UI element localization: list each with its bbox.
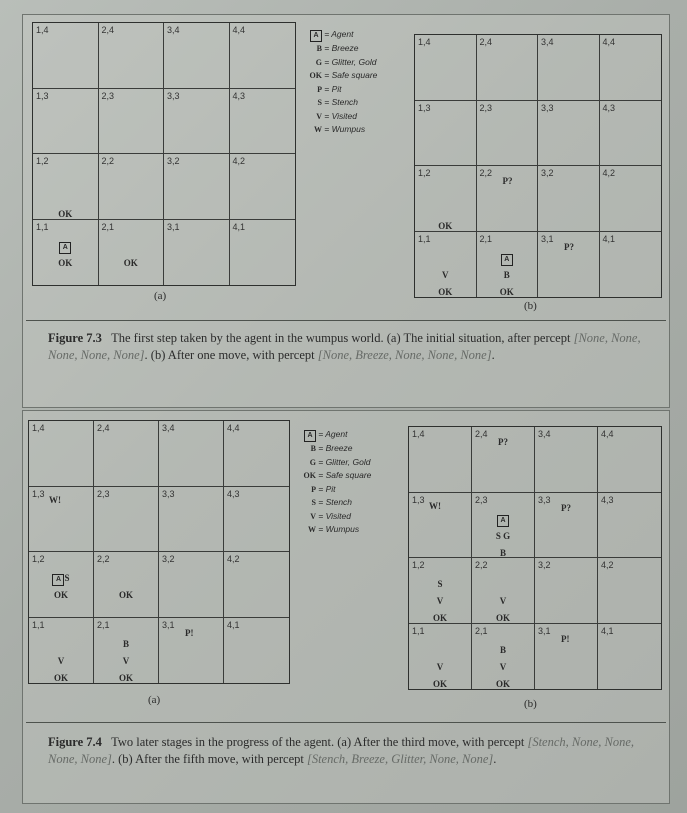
legend-row [300, 28, 377, 42]
square-percepts [99, 238, 164, 272]
fig74-caption-label: Figure 7.4 [48, 735, 102, 749]
grid-square-4-3 [224, 487, 289, 553]
square-coordinate: 3,2 [538, 560, 551, 570]
percept-line: B [503, 269, 510, 280]
legend-value: = Pit [318, 483, 336, 494]
percept-line [94, 570, 158, 587]
legend-key: S [317, 98, 322, 107]
grid-square-2-2 [472, 558, 535, 624]
legend-key: G [315, 57, 322, 67]
square-coordinate: 3,2 [162, 554, 175, 564]
legend-value: = Glitter, Gold [318, 456, 371, 467]
grid-square-4-1 [230, 220, 296, 286]
square-coordinate: 1,1 [36, 221, 49, 232]
legend-row [294, 496, 371, 510]
grid-square-3-3 [164, 89, 230, 155]
fig73-legend [300, 28, 377, 137]
square-coordinate: 3,1 [167, 221, 180, 232]
legend-value: = Glitter, Gold [324, 56, 377, 67]
wumpus-mark: W! [49, 494, 61, 505]
legend-row [300, 96, 377, 110]
grid-square-3-2 [159, 552, 224, 618]
pit-mark: P! [561, 633, 570, 644]
percept-line: OK [495, 678, 510, 689]
grid-square-2-4 [94, 421, 159, 487]
grid-square-3-1 [164, 220, 230, 286]
square-coordinate: 2,1 [479, 233, 493, 244]
legend-key: OK [309, 71, 322, 80]
square-coordinate: 4,2 [227, 554, 240, 564]
percept-line [415, 250, 476, 267]
square-coordinate: 1,2 [412, 560, 425, 570]
fig74-legend [294, 428, 371, 537]
square-coordinate: 4,4 [602, 37, 616, 47]
fig74-caption-rule [26, 722, 666, 723]
legend-row [294, 442, 371, 456]
grid-square-2-3 [94, 487, 159, 553]
pit-mark: P? [561, 502, 571, 513]
percept-line [477, 250, 538, 267]
square-percepts [472, 576, 534, 627]
square-coordinate: 1,1 [418, 233, 431, 244]
legend-key: G [309, 457, 316, 467]
legend-row [300, 110, 377, 124]
grid-square-4-3 [600, 101, 662, 167]
agent-icon: A [501, 254, 513, 266]
legend-key: OK [303, 471, 316, 480]
grid-square-4-1 [600, 232, 662, 298]
square-coordinate: 4,3 [601, 494, 614, 505]
square-coordinate: 2,3 [475, 494, 488, 505]
fig73-caption-text2: . (b) After one move, with percept [144, 348, 315, 362]
fig74-grid-b [408, 426, 662, 690]
square-percepts [477, 250, 538, 301]
grid-square-1-4 [415, 35, 477, 101]
percept-line [415, 201, 476, 218]
grid-square-4-2 [600, 166, 662, 232]
square-coordinate: 1,3 [418, 102, 431, 113]
grid-square-1-4 [33, 23, 99, 89]
grid-square-4-1 [224, 618, 289, 684]
square-coordinate: 3,4 [538, 429, 551, 439]
legend-value: = Agent [318, 429, 348, 439]
grid-square-4-3 [598, 493, 661, 559]
legend-key: W [314, 125, 322, 134]
square-coordinate: 3,3 [167, 90, 180, 101]
square-coordinate: 4,3 [232, 90, 246, 101]
square-coordinate: 2,4 [475, 429, 488, 439]
legend-key: P [311, 484, 316, 494]
square-coordinate: 2,3 [479, 102, 493, 113]
pit-mark: P! [185, 627, 194, 638]
square-percepts [409, 642, 471, 693]
square-coordinate: 2,2 [479, 168, 493, 178]
square-coordinate: 4,2 [602, 168, 616, 178]
square-coordinate: 1,4 [418, 37, 431, 47]
grid-square-3-4 [164, 23, 230, 89]
square-coordinate: 2,1 [97, 619, 110, 630]
grid-square-3-2 [164, 154, 230, 220]
percept-line: B [122, 638, 129, 649]
grid-square-2-3 [472, 493, 535, 559]
agent-icon: A [304, 430, 316, 442]
square-percepts [472, 642, 534, 693]
agent-icon: A [59, 242, 71, 254]
grid-square-3-3 [159, 487, 224, 553]
grid-square-3-1 [159, 618, 224, 684]
fig74-caption-text1: Two later stages in the progress of the agent. (a) After the third move, with percept [111, 735, 525, 749]
square-coordinate: 4,4 [232, 25, 246, 35]
square-coordinate: 3,1 [541, 233, 554, 244]
square-coordinate: 4,2 [232, 156, 246, 166]
grid-square-2-2 [94, 552, 159, 618]
square-coordinate: 3,3 [162, 488, 175, 499]
percept-line: OK [118, 590, 133, 600]
percept-line: V [442, 269, 449, 280]
wumpus-mark: W! [429, 500, 441, 511]
square-coordinate: 4,3 [602, 102, 616, 113]
grid-square-2-1 [472, 624, 535, 690]
square-percepts [415, 184, 476, 235]
square-coordinate: 2,3 [101, 90, 115, 101]
pit-mark: P? [564, 241, 574, 252]
grid-square-3-3 [535, 493, 598, 559]
grid-square-4-4 [600, 35, 662, 101]
square-percepts [29, 570, 93, 604]
percept-line: OK [432, 613, 447, 623]
legend-key: W [308, 525, 316, 534]
square-coordinate: 1,3 [36, 90, 49, 101]
grid-square-1-2 [409, 558, 472, 624]
percept-line: S [437, 579, 443, 589]
square-coordinate: 4,1 [602, 233, 616, 244]
percept-line: OK [499, 286, 514, 297]
fig73-caption-text3: . [491, 348, 495, 362]
grid-square-1-2 [415, 166, 477, 232]
grid-square-2-3 [99, 89, 165, 155]
percept-line [29, 570, 93, 587]
legend-key [294, 428, 316, 442]
square-coordinate: 2,1 [475, 625, 488, 636]
legend-row [300, 69, 377, 83]
square-coordinate: 3,3 [541, 102, 554, 113]
fig73-grid-b [414, 34, 662, 298]
legend-value: = Safe square [318, 470, 372, 480]
square-percepts [29, 636, 93, 687]
grid-square-2-1 [477, 232, 539, 298]
percept-line [415, 184, 476, 201]
percept-line: OK [53, 590, 68, 600]
square-coordinate: 1,4 [32, 423, 45, 433]
legend-value: = Visited [318, 510, 351, 521]
fig74-caption-text3: . [493, 752, 497, 766]
square-coordinate: 4,2 [601, 560, 614, 570]
grid-square-1-3 [415, 101, 477, 167]
grid-square-1-3 [409, 493, 472, 559]
square-coordinate: 3,2 [541, 168, 554, 178]
grid-square-3-4 [535, 427, 598, 493]
legend-key [300, 28, 322, 42]
square-coordinate: 1,1 [32, 619, 45, 630]
legend-row [294, 483, 371, 497]
percept-line: OK [123, 257, 138, 268]
percept-line: V [436, 596, 444, 606]
square-coordinate: 3,4 [162, 423, 175, 433]
fig73-percept1: [None, None, None, None, None] [48, 331, 641, 362]
percept-line: V [122, 655, 130, 666]
agent-icon: A [52, 574, 64, 586]
percept-line: V [436, 661, 444, 672]
percept-line: V [499, 596, 507, 606]
percept-line: OK [58, 257, 73, 268]
grid-square-2-2 [477, 166, 539, 232]
square-coordinate: 2,4 [101, 25, 115, 35]
legend-value: = Breeze [318, 443, 353, 453]
square-coordinate: 1,2 [418, 168, 431, 178]
fig73-percept2: [None, Breeze, None, None, None] [317, 348, 492, 362]
legend-row [294, 523, 371, 537]
grid-square-3-2 [535, 558, 598, 624]
legend-row [300, 56, 377, 70]
fig74-caption [48, 734, 648, 768]
percept-line: B [499, 547, 506, 558]
grid-square-2-4 [477, 35, 539, 101]
grid-square-4-3 [230, 89, 296, 155]
legend-row [294, 510, 371, 524]
grid-square-3-2 [538, 166, 600, 232]
fig73-subcaption-b: (b) [524, 300, 537, 312]
agent-icon: A [310, 30, 322, 42]
grid-square-2-4 [472, 427, 535, 493]
legend-value: = Stench [318, 497, 353, 507]
grid-square-3-1 [538, 232, 600, 298]
percept-line [472, 576, 534, 593]
percept-line [99, 238, 164, 255]
fig74-subcaption-b: (b) [524, 698, 537, 710]
percept-line: OK [53, 672, 68, 683]
percept-line: S G [495, 530, 511, 541]
percept-line: OK [438, 286, 453, 297]
grid-square-1-4 [409, 427, 472, 493]
grid-square-1-1 [29, 618, 94, 684]
legend-key: B [316, 44, 322, 53]
square-percepts [33, 172, 98, 223]
grid-square-2-3 [477, 101, 539, 167]
percept-line: OK [58, 209, 73, 219]
grid-square-3-4 [538, 35, 600, 101]
square-coordinate: 1,4 [36, 25, 49, 35]
legend-value: = Visited [324, 110, 357, 121]
square-coordinate: 4,1 [227, 619, 240, 630]
grid-square-1-3 [33, 89, 99, 155]
legend-row [294, 469, 371, 483]
percept-line [472, 511, 534, 528]
fig74-caption-text2: . (b) After the fifth move, with percept [111, 752, 304, 766]
legend-value: = Wumpus [318, 524, 360, 534]
square-coordinate: 2,2 [475, 560, 488, 570]
legend-key: V [310, 511, 316, 521]
square-coordinate: 4,1 [601, 625, 614, 636]
grid-square-4-2 [224, 552, 289, 618]
square-coordinate: 4,1 [232, 221, 246, 232]
square-coordinate: 2,1 [101, 221, 115, 232]
fig74-grid-a [28, 420, 290, 684]
grid-square-4-1 [598, 624, 661, 690]
square-coordinate: 2,4 [97, 423, 110, 433]
grid-square-1-2 [33, 154, 99, 220]
percept-line [33, 238, 98, 255]
fig73-caption-text1: The first step taken by the agent in the wumpus world. (a) The initial situation, after percept [111, 331, 571, 345]
grid-square-4-4 [230, 23, 296, 89]
square-coordinate: 3,1 [162, 619, 175, 630]
fig73-caption [48, 330, 648, 364]
square-coordinate: 1,2 [36, 156, 49, 166]
square-percepts [94, 570, 158, 604]
percept-text: S [64, 573, 70, 583]
percept-line: OK [432, 678, 447, 689]
square-percepts [94, 636, 158, 687]
grid-square-1-1 [415, 232, 477, 298]
square-coordinate: 1,1 [412, 625, 425, 636]
percept-line: OK [495, 613, 510, 623]
fig74-percept2: [Stench, Breeze, Glitter, None, None] [306, 752, 494, 766]
grid-square-4-4 [598, 427, 661, 493]
legend-value: = Pit [324, 83, 342, 94]
legend-value: = Stench [324, 97, 359, 107]
percept-line: OK [118, 672, 133, 683]
grid-square-2-1 [99, 220, 165, 286]
grid-square-1-4 [29, 421, 94, 487]
grid-square-4-2 [230, 154, 296, 220]
square-coordinate: 1,3 [32, 488, 45, 499]
square-coordinate: 1,4 [412, 429, 425, 439]
square-coordinate: 2,2 [101, 156, 115, 166]
square-percepts [415, 250, 476, 301]
agent-icon: A [497, 515, 509, 527]
legend-row [300, 83, 377, 97]
legend-value: = Breeze [324, 43, 359, 53]
pit-mark: P? [498, 437, 508, 447]
square-coordinate: 2,3 [97, 488, 110, 499]
fig73-subcaption-a: (a) [154, 290, 167, 302]
percept-line: V [57, 655, 65, 666]
grid-square-3-4 [159, 421, 224, 487]
square-coordinate: 3,4 [167, 25, 180, 35]
percept-line [409, 642, 471, 659]
square-coordinate: 1,3 [412, 494, 425, 505]
fig73-caption-rule [26, 320, 666, 321]
legend-row [294, 456, 371, 470]
grid-square-1-3 [29, 487, 94, 553]
legend-row [300, 123, 377, 137]
fig73-caption-label: Figure 7.3 [48, 331, 102, 345]
grid-square-4-2 [598, 558, 661, 624]
square-coordinate: 4,4 [601, 429, 614, 439]
legend-row [300, 42, 377, 56]
square-coordinate: 1,2 [32, 554, 45, 564]
fig74-subcaption-a: (a) [148, 694, 161, 706]
legend-value: = Safe square [324, 70, 378, 80]
legend-key: V [316, 111, 322, 121]
square-percepts [33, 238, 98, 272]
grid-square-1-2 [29, 552, 94, 618]
percept-line [29, 636, 93, 653]
legend-row [294, 428, 371, 442]
square-percepts [409, 576, 471, 627]
legend-value: = Wumpus [324, 124, 366, 134]
square-coordinate: 2,2 [97, 554, 110, 564]
percept-line [33, 189, 98, 206]
fig73-grid-a [32, 22, 296, 286]
grid-square-2-4 [99, 23, 165, 89]
pit-mark: P? [502, 176, 513, 186]
grid-square-2-1 [94, 618, 159, 684]
legend-key: P [317, 84, 322, 94]
grid-square-2-2 [99, 154, 165, 220]
legend-key: S [311, 498, 316, 507]
square-percepts [472, 511, 534, 562]
square-coordinate: 3,2 [167, 156, 180, 166]
percept-line: V [499, 661, 507, 672]
grid-square-3-1 [535, 624, 598, 690]
percept-line: B [499, 644, 506, 655]
square-coordinate: 3,1 [538, 625, 551, 636]
square-coordinate: 3,4 [541, 37, 554, 47]
square-coordinate: 2,4 [479, 37, 493, 47]
square-coordinate: 4,3 [227, 488, 240, 499]
grid-square-3-3 [538, 101, 600, 167]
grid-square-1-1 [33, 220, 99, 286]
percept-line: OK [438, 221, 453, 231]
legend-value: = Agent [324, 29, 354, 39]
grid-square-4-4 [224, 421, 289, 487]
square-coordinate: 3,3 [538, 494, 551, 505]
fig74-percept1: [Stench, None, None, None, None] [48, 735, 635, 766]
legend-key: B [310, 444, 316, 453]
square-coordinate: 4,4 [227, 423, 240, 433]
grid-square-1-1 [409, 624, 472, 690]
percept-line [33, 172, 98, 189]
